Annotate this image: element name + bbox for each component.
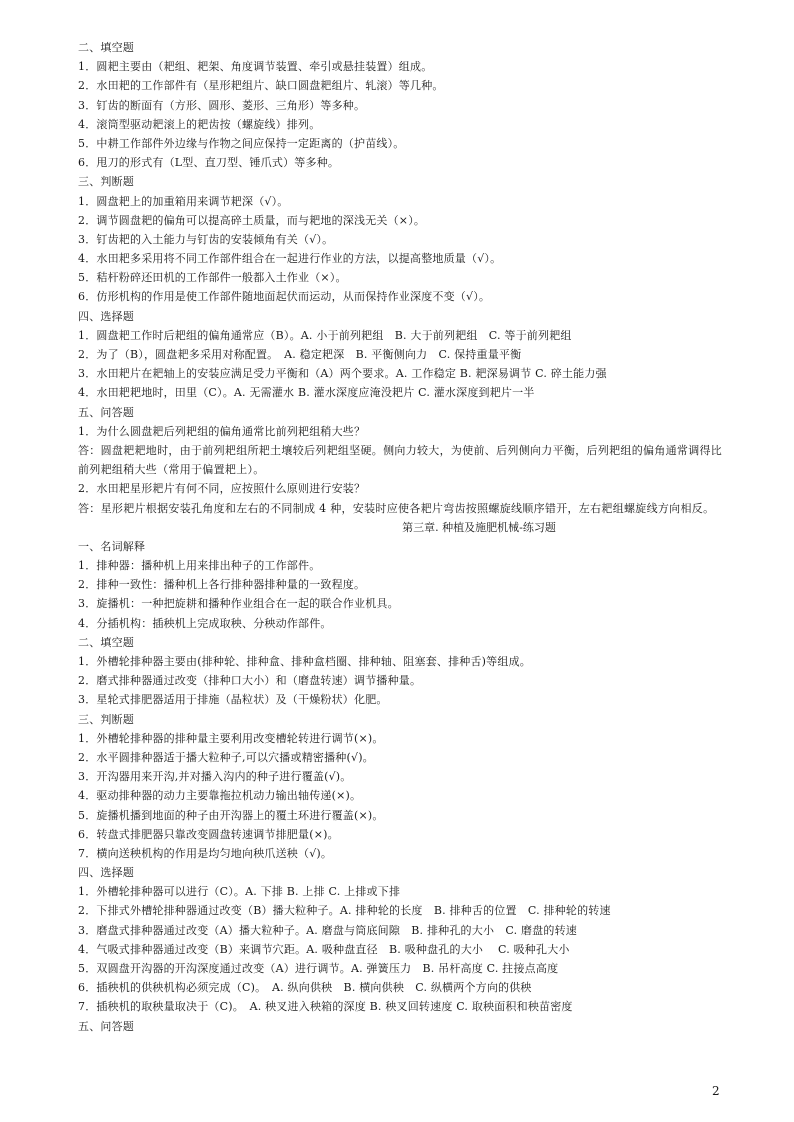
judge-item: 6．转盘式排肥器只靠改变圆盘转速调节排肥量(×)。 [78,827,339,841]
choice-item: 2．为了（B），圆盘耙多采用对称配置。 A. 稳定耙深 B. 平衡侧向力 C. 保持重量平衡 [78,348,522,361]
judge-item: 4．水田耙多采用将不同工作部件组合在一起进行作业的方法，以提高整地质量（√）。 [78,252,502,266]
fill-item: 5．中耕工作部件外边缘与作物之间应保持一定距离的（护苗线）。 [78,136,405,150]
fill-item: 3．星轮式排肥器适用于排施（晶粒状）及（干燥粉状）化肥。 [78,693,388,707]
qa-answer: 答：星形耙片根据安装孔角度和左右的不同制成 4 种，安装时应使各耙片弯齿按照螺旋线顺序错开，左右耙组螺旋线方向相反。 [78,501,715,515]
judge-item: 2．调节圆盘耙的偏角可以提高碎土质量，而与耙地的深浅无关（×）。 [78,213,426,227]
judge-item: 5．旋播机播到地面的种子由开沟器上的覆土环进行覆盖(×)。 [78,808,384,822]
choice-item: 4．水田耙耙地时，田里（C）。A. 无需灌水 B. 灌水深度应淹没耙片 C. 灌水深度到耙片一半 [78,386,535,400]
term-item: 1．排种器：播种机上用来排出种子的工作部件。 [78,559,321,573]
judge-item: 3．开沟器用来开沟,并对播入沟内的种子进行覆盖(√)。 [78,770,352,784]
choice-item: 5．双圆盘开沟器的开沟深度通过改变（A）进行调节。A. 弹簧压力 B. 吊杆高度 C. 拄接点高度 [78,962,559,976]
fill-item: 1．圆耙主要由（耙组、耙架、角度调节装置、牵引或悬挂装置）组成。 [78,60,433,74]
judge-item: 4．驱动排种器的动力主要靠拖拉机动力输出轴传递(×)。 [78,789,362,803]
term-item: 3．旋播机：一种把旋耕和播种作业组合在一起的联合作业机具。 [78,597,399,611]
choice-item: 6．插秧机的供秧机构必须完成（C)。 A. 纵向供秧 B. 横向供秧 C. 纵横两个方向的供秧 [78,981,532,995]
term-item: 2．排种一致性：播种机上各行排种器排种量的一致程度。 [78,578,366,592]
fill-item: 1．外槽轮排种器主要由(排种轮、排种盒、排种盒档圈、排种轴、阻塞套、排种舌)等组成。 [78,655,531,669]
section-heading-choice: 四、选择题 [78,866,134,880]
judge-item: 6．仿形机构的作用是使工作部件随地面起伏而运动，从而保持作业深度不变（√）。 [78,290,491,304]
page-content [78,38,730,1036]
fill-item: 3．钉齿的断面有（方形、圆形、菱形、三角形）等多种。 [78,98,366,112]
chapter-title: 第三章. 种植及施肥机械-练习题 [402,520,556,534]
page-number: 2 [712,1084,720,1098]
judge-item: 3．钉齿耙的入土能力与钉齿的安装倾角有关（√）。 [78,232,334,246]
choice-item: 3．水田耙片在耙轴上的安装应满足受力平衡和（A）两个要求。A. 工作稳定 B. 耙深易调节 C. 碎土能力强 [78,367,607,381]
fill-item: 6．甩刀的形式有（L型、直刀型、锤爪式）等多种。 [78,156,340,170]
choice-item: 4．气吸式排种器通过改变（B）来调节穴距。A. 吸种盘直径 B. 吸种盘孔的大小 C. 吸种孔大小 [78,942,570,956]
choice-item: 7．插秧机的取秧量取决于（C)。 A. 秧叉进入秧箱的深度 B. 秧叉回转速度 C. 取秧面积和秧苗密度 [78,1000,573,1014]
judge-item: 7．横向送秧机构的作用是均匀地向秧爪送秧（√)。 [78,846,333,860]
section-heading-qa: 五、问答题 [78,405,134,419]
fill-item: 4．滚筒型驱动耙滚上的耙齿按（螺旋线）排列。 [78,117,321,131]
choice-item: 1．外槽轮排种器可以进行（C）。A. 下排 B. 上排 C. 上排或下排 [78,885,401,899]
section-heading-terms: 一、名词解释 [78,539,146,553]
judge-item: 2．水平圆排种器适于播大粒种子,可以穴播或精密播种(√)。 [78,750,374,764]
section-heading-judge: 三、判断题 [78,175,134,189]
qa-question: 1．为什么圆盘耙后列耙组的偏角通常比前列耙组稍大些？ [78,424,366,438]
choice-item: 1．圆盘耙工作时后耙组的偏角通常应（B）。A. 小于前列耙组 B. 大于前列耙组 C. 等于前列耙组 [78,328,572,342]
fill-item: 2．水田耙的工作部件有（星形耙组片、缺口圆盘耙组片、轧滚）等几种。 [78,79,444,93]
section-heading-fill: 二、填空题 [78,41,134,54]
term-item: 4．分插机构：插秧机上完成取秧、分秧动作部件。 [78,616,332,630]
section-heading-fill: 二、填空题 [78,635,134,649]
qa-answer: 答：圆盘耙耙地时，由于前列耙组所耙土壤较后列耙组坚硬。侧向力较大，为使前、后列侧向力平衡，后列耙组的偏角通常调得比前列耙组稍大些（常用于偏置耙上）。 [78,443,723,477]
fill-item: 2．磨式排种器通过改变（排种口大小）和（磨盘转速）调节播种量。 [78,674,422,688]
section-heading-choice: 四、选择题 [78,309,134,323]
judge-item: 1．外槽轮排种器的排种量主要利用改变槽轮转进行调节(×)。 [78,731,384,745]
section-heading-judge: 三、判断题 [78,712,134,726]
judge-item: 5．秸杆粉碎还田机的工作部件一般都入土作业（×）。 [78,271,347,285]
choice-item: 2．下排式外槽轮排种器通过改变（B）播大粒种子。A. 排种轮的长度 B. 排种舌的位置 C. 排种轮的转速 [78,904,611,918]
section-heading-qa: 五、问答题 [78,1019,134,1033]
judge-item: 1．圆盘耙上的加重箱用来调节耙深（√）。 [78,194,289,208]
qa-question: 2．水田耙星形耙片有何不同，应按照什么原则进行安装？ [78,482,366,496]
choice-item: 3．磨盘式排种器通过改变（A）播大粒种子。A. 磨盘与筒底间隙 B. 排种孔的大小 C. 磨盘的转速 [78,923,577,937]
